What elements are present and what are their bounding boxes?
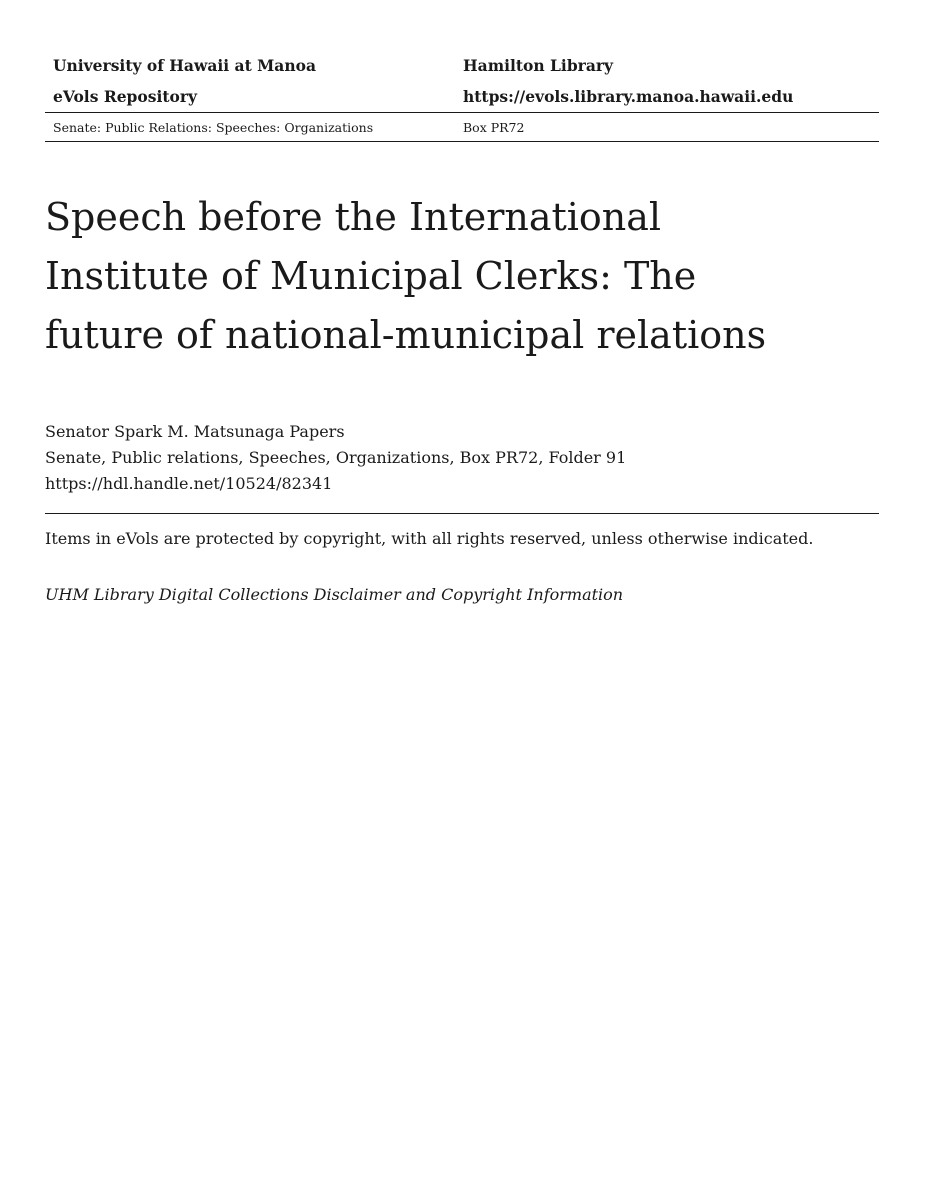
header-row-2 xyxy=(45,81,879,112)
repository-name: eVols Repository xyxy=(53,87,198,106)
rights-statement: Items in eVols are protected by copyright, with all rights reserved, unless otherwise indicated. xyxy=(45,529,814,548)
institution-name: University of Hawaii at Manoa xyxy=(53,56,316,75)
document-metadata xyxy=(45,419,879,497)
folder-location: Senate, Public relations, Speeches, Organizations, Box PR72, Folder 91 xyxy=(45,448,627,467)
disclaimer-link[interactable]: UHM Library Digital Collections Disclaimer and Copyright Information xyxy=(45,585,624,604)
library-name: Hamilton Library xyxy=(463,56,614,75)
header-row-1 xyxy=(45,50,879,81)
cover-header xyxy=(45,50,879,142)
collection-path: Senate: Public Relations: Speeches: Organizations xyxy=(53,119,374,135)
collection-name: Senator Spark M. Matsunaga Papers xyxy=(45,422,345,441)
handle-link[interactable]: https://hdl.handle.net/10524/82341 xyxy=(45,474,333,493)
repository-url[interactable]: https://evols.library.manoa.hawaii.edu xyxy=(463,87,794,106)
header-divider-bottom xyxy=(45,141,879,142)
document-title: Speech before the International Institute of Municipal Clerks: The future of national-municipal relations xyxy=(45,195,767,357)
metadata-divider xyxy=(45,513,879,514)
header-row-3 xyxy=(45,113,879,141)
box-label: Box PR72 xyxy=(463,119,525,135)
